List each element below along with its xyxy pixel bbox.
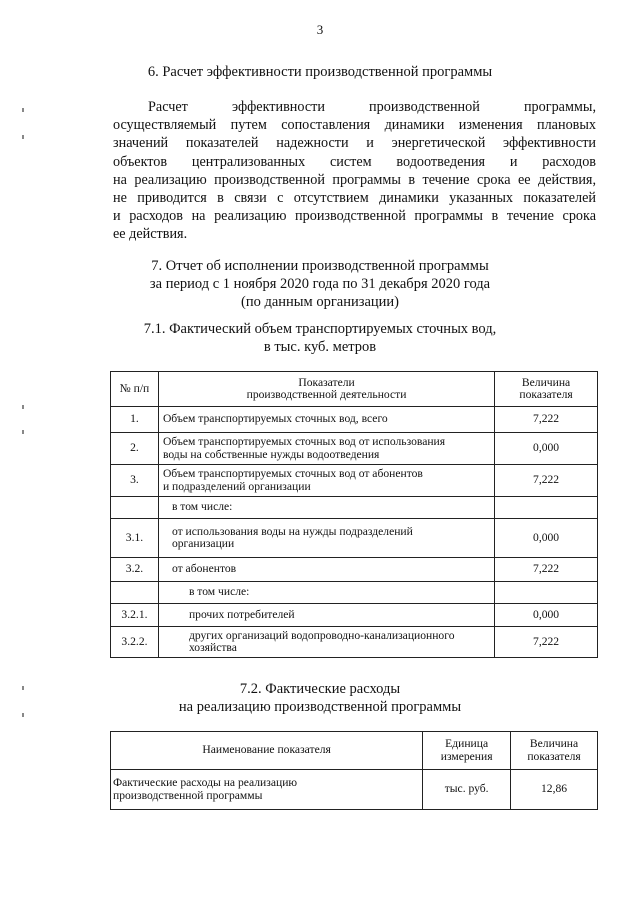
paragraph-line: значений показателей надежности и энергетической эффективности xyxy=(113,135,596,152)
row-name xyxy=(158,519,494,558)
section-72-title-line: на реализацию производственной программы xyxy=(178,699,462,715)
row-name-line: производственной программы xyxy=(113,788,263,802)
row-name-line: хозяйства xyxy=(188,641,237,654)
row-num: 2. xyxy=(111,433,159,465)
actual-expenses-table xyxy=(110,731,598,810)
header-value xyxy=(495,372,598,407)
paragraph-line: и расходов на реализацию производственной программы в течение срока xyxy=(113,208,596,225)
row-name-line: Объем транспортируемых сточных вод от абонентов xyxy=(162,467,423,480)
header-value-line: Величина xyxy=(529,737,579,750)
table-row xyxy=(111,407,598,433)
row-name-line: от использования воды на нужды подразделений xyxy=(171,524,413,538)
row-name xyxy=(158,627,494,658)
row-name-line: Фактические расходы на реализацию xyxy=(113,776,298,789)
scan-mark xyxy=(22,430,24,434)
row-value: 0,000 xyxy=(495,604,598,627)
row-value: 7,222 xyxy=(495,407,598,433)
row-name-line: других организаций водопроводно-канализационного xyxy=(188,628,455,642)
scan-mark xyxy=(22,135,24,139)
row-num xyxy=(111,497,159,519)
row-name-line: воды на собственные нужды водоотведения xyxy=(162,447,380,461)
paragraph-line: на реализацию производственной программы в течение срока ее действия, xyxy=(113,171,596,188)
paragraph-line: не приводится в связи с отсутствием динамики указанных показателей xyxy=(113,190,596,207)
row-value xyxy=(495,582,598,604)
header-unit xyxy=(423,732,511,770)
table-row xyxy=(111,770,598,810)
header-indicator-line: производственной деятельности xyxy=(246,388,407,401)
table-row xyxy=(111,497,598,519)
header-indicator xyxy=(158,372,494,407)
scan-mark xyxy=(22,405,24,409)
row-num: 3.2. xyxy=(111,558,159,582)
table-row xyxy=(111,519,598,558)
row-num xyxy=(111,582,159,604)
table-row xyxy=(111,558,598,582)
header-indicator-name: Наименование показателя xyxy=(111,732,423,770)
paragraph-line: осуществляемый путем сопоставления динамики изменения плановых xyxy=(113,117,596,134)
row-unit: тыс. руб. xyxy=(423,770,511,810)
row-name: в том числе: xyxy=(158,582,494,604)
page-number: 3 xyxy=(316,22,324,37)
table-row xyxy=(111,627,598,658)
row-name: Объем транспортируемых сточных вод, всего xyxy=(158,407,494,433)
row-name xyxy=(158,465,494,497)
header-value-line: показателя xyxy=(519,388,573,401)
table-row xyxy=(111,582,598,604)
row-value: 0,000 xyxy=(495,519,598,558)
paragraph-line: ее действия. xyxy=(113,226,188,243)
row-value: 7,222 xyxy=(495,465,598,497)
row-num: 3.2.1. xyxy=(111,604,159,627)
section-72-title-line: 7.2. Фактические расходы xyxy=(239,681,401,697)
row-value xyxy=(495,497,598,519)
row-num: 3.2.2. xyxy=(111,627,159,658)
section-6-paragraph xyxy=(113,98,596,244)
paragraph-line: объектов централизованных систем водоотведения и расходов xyxy=(113,153,596,170)
header-num: № п/п xyxy=(111,372,159,407)
row-value: 12,86 xyxy=(511,770,598,810)
wastewater-volume-table xyxy=(110,371,598,658)
row-name: в том числе: xyxy=(158,497,494,519)
header-value xyxy=(511,732,598,770)
row-name: прочих потребителей xyxy=(158,604,494,627)
table-header-row xyxy=(111,372,598,407)
row-name-line: организации xyxy=(171,537,235,550)
row-num: 3. xyxy=(111,465,159,497)
row-name-line: Объем транспортируемых сточных вод от использования xyxy=(162,435,446,448)
section-71-title-line: 7.1. Фактический объем транспортируемых сточных вод, xyxy=(143,321,497,337)
row-name xyxy=(111,770,423,810)
header-unit-line: измерения xyxy=(440,749,493,763)
row-value: 7,222 xyxy=(495,558,598,582)
section-7-title-line: (по данным организации) xyxy=(240,294,399,310)
row-name xyxy=(158,433,494,465)
row-value: 0,000 xyxy=(495,433,598,465)
section-71-title-line: в тыс. куб. метров xyxy=(263,339,377,355)
header-value-line: показателя xyxy=(527,749,581,763)
header-indicator-line: Показатели xyxy=(298,375,355,389)
section-7-title-line: 7. Отчет об исполнении производственной программы xyxy=(151,258,489,274)
row-num: 3.1. xyxy=(111,519,159,558)
header-value-line: Величина xyxy=(521,375,571,389)
section-6-title: 6. Расчет эффективности производственной программы xyxy=(147,64,493,80)
row-num: 1. xyxy=(111,407,159,433)
paragraph-line: Расчет эффективности производственной программы, xyxy=(148,99,596,115)
scan-mark xyxy=(22,108,24,112)
table-header-row xyxy=(111,732,598,770)
table-row xyxy=(111,433,598,465)
row-name: от абонентов xyxy=(158,558,494,582)
section-7-title-line: за период с 1 ноября 2020 года по 31 декабря 2020 года xyxy=(149,276,491,292)
header-unit-line: Единица xyxy=(445,737,489,750)
table-row xyxy=(111,604,598,627)
row-value: 7,222 xyxy=(495,627,598,658)
table-row xyxy=(111,465,598,497)
row-name-line: и подразделений организации xyxy=(162,479,311,493)
